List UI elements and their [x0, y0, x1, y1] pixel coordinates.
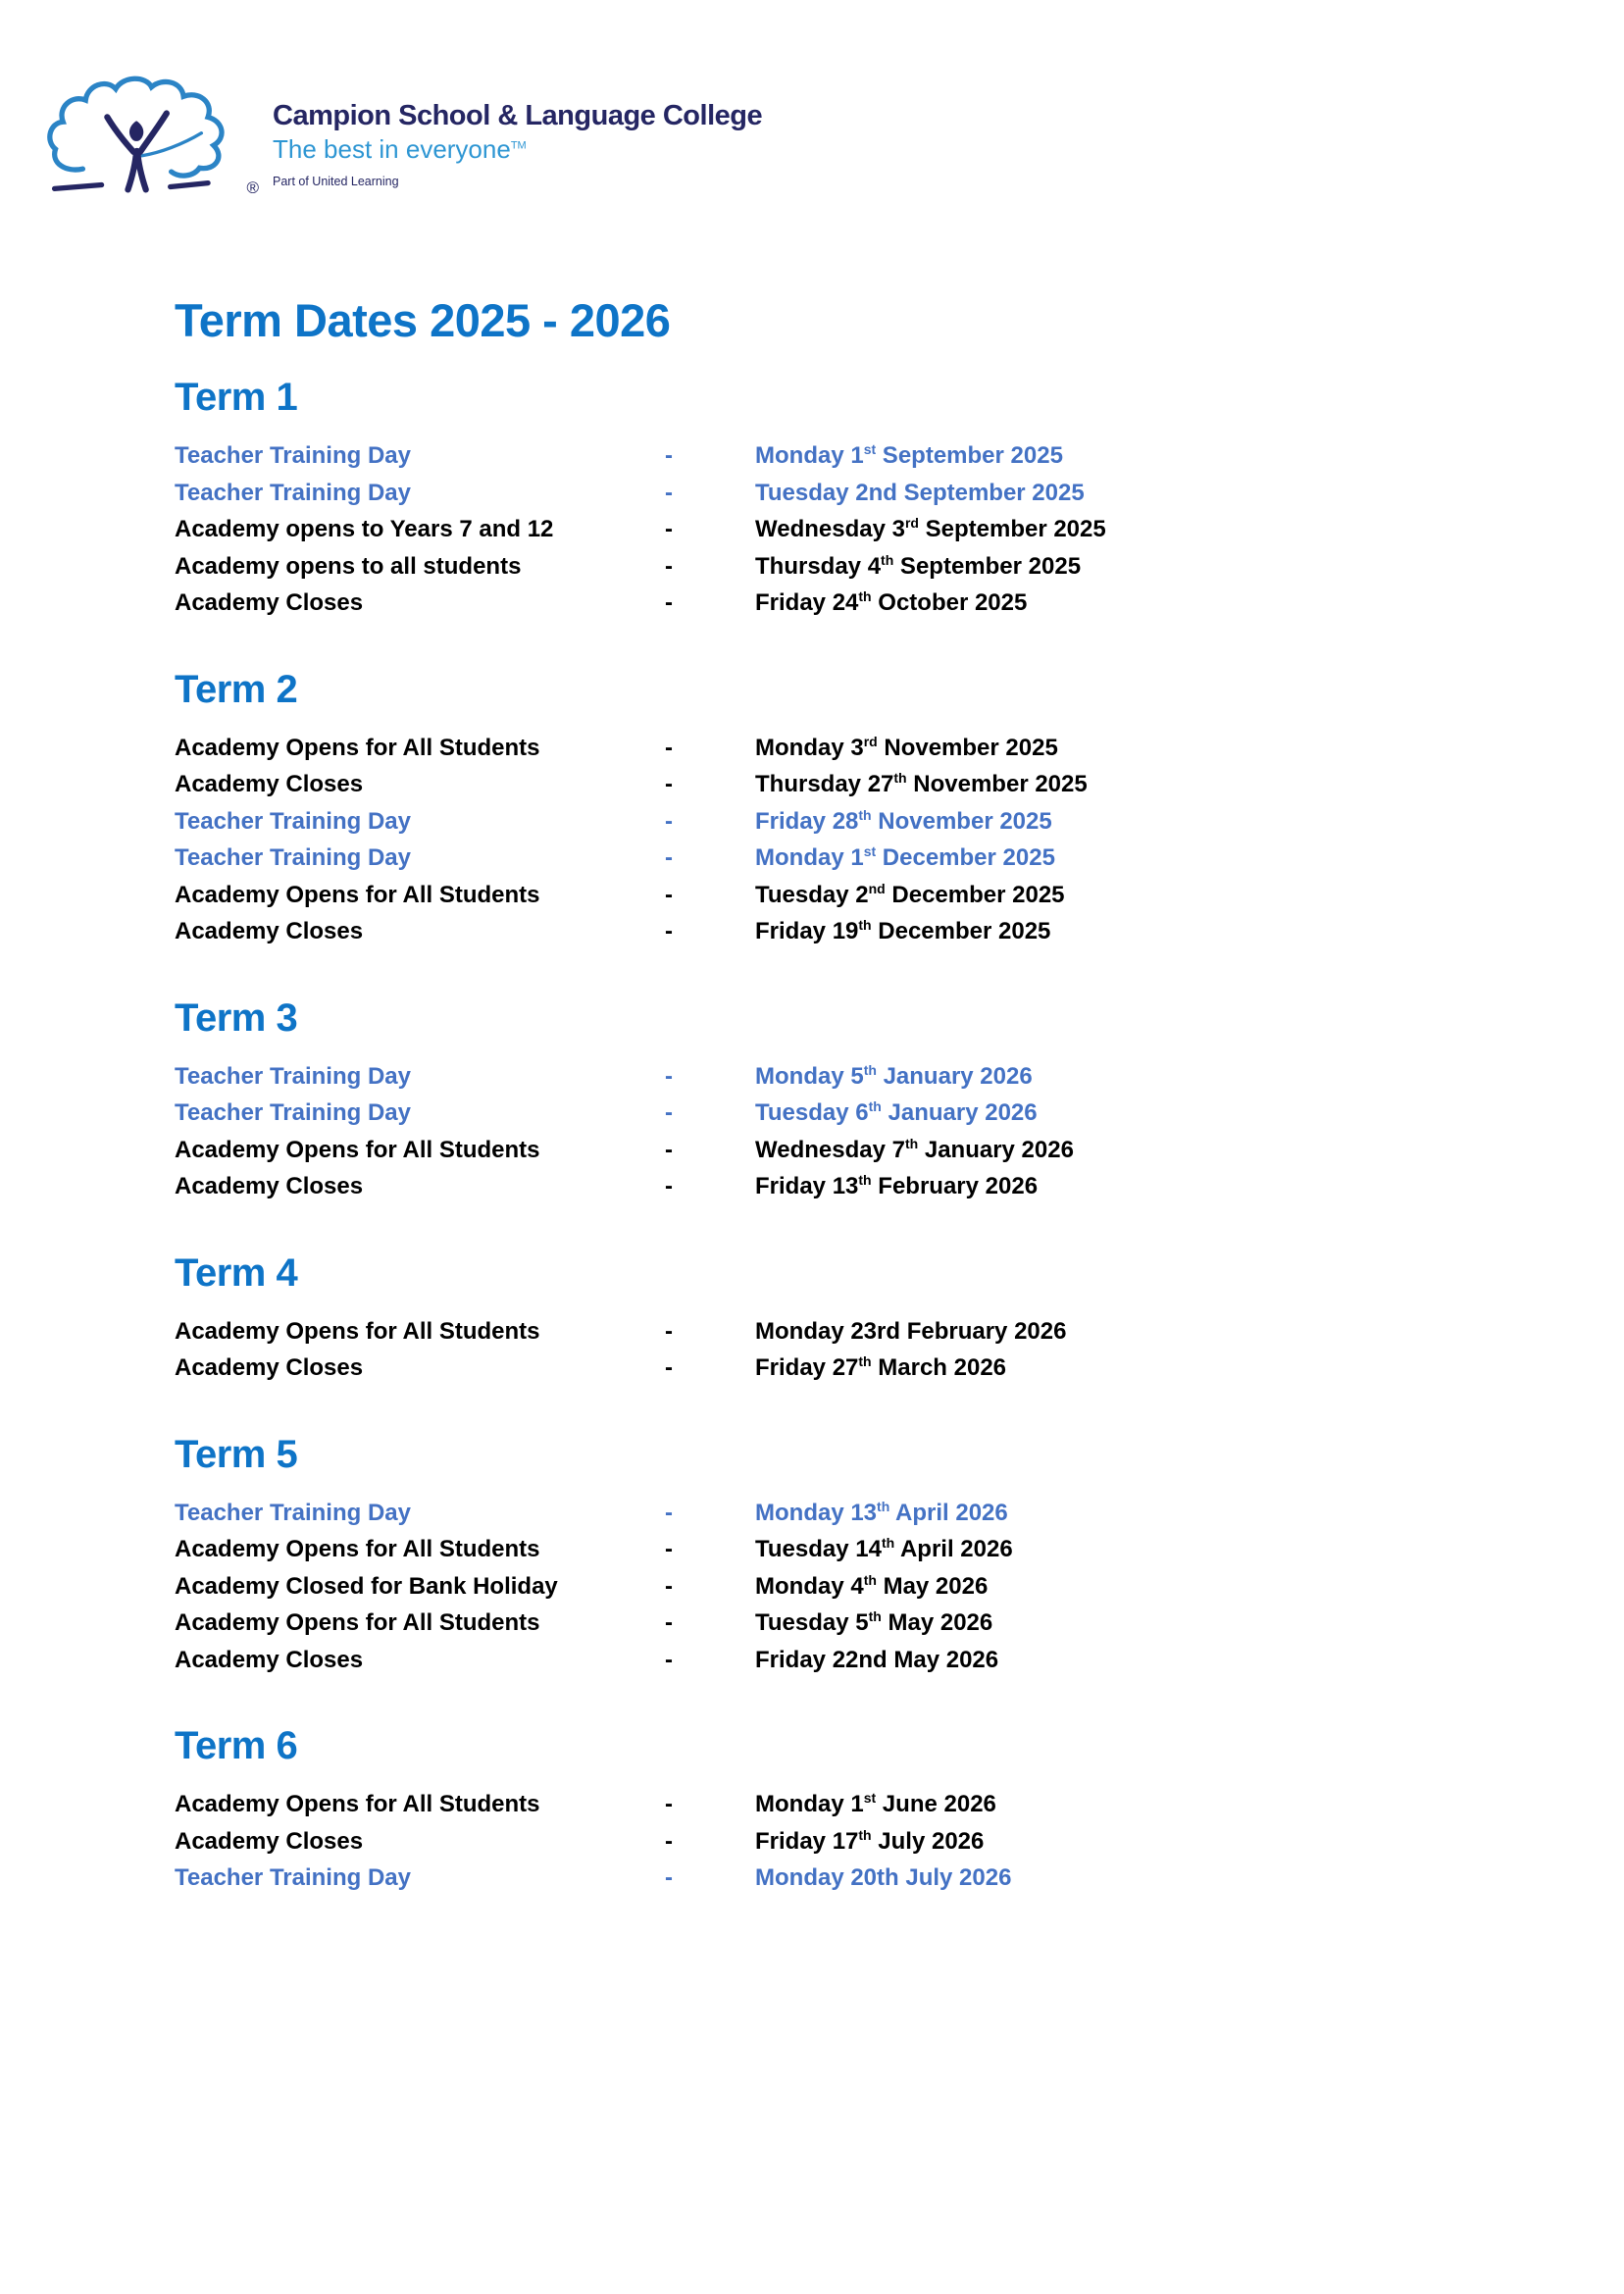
ordinal-suffix: st [863, 441, 877, 457]
row-dash: - [665, 1791, 673, 1817]
row-date: Tuesday 5th May 2026 [755, 1608, 993, 1636]
row-dash: - [665, 1609, 673, 1636]
term-row [175, 840, 1449, 877]
row-date: Thursday 27th November 2025 [755, 770, 1088, 797]
term-section [175, 375, 1449, 622]
term-row [175, 437, 1449, 475]
school-logo-tree [45, 71, 259, 206]
term-row [175, 766, 1449, 803]
row-label: Teacher Training Day [175, 1099, 411, 1126]
term-row [175, 1495, 1449, 1532]
row-date: Tuesday 2nd December 2025 [755, 880, 1065, 908]
row-label: Academy Opens for All Students [175, 1317, 540, 1345]
term-row [175, 1568, 1449, 1606]
ordinal-suffix: th [881, 1535, 895, 1551]
ordinal-suffix: th [881, 551, 894, 568]
term-row [175, 803, 1449, 841]
row-date: Monday 1st December 2025 [755, 843, 1055, 871]
row-dash: - [665, 552, 673, 580]
ordinal-suffix: th [904, 1135, 919, 1151]
row-label: Teacher Training Day [175, 442, 411, 469]
term-heading: Term 4 [175, 1250, 298, 1295]
row-date: Thursday 4th September 2025 [755, 551, 1082, 580]
row-dash: - [665, 479, 673, 506]
row-dash: - [665, 516, 673, 542]
trademark-mark: TM [510, 139, 527, 152]
row-date: Wednesday 3rd September 2025 [755, 515, 1106, 542]
term-row [175, 877, 1449, 914]
ordinal-suffix: th [858, 806, 872, 823]
row-date: Monday 1st September 2025 [755, 441, 1063, 469]
row-label: Academy Closes [175, 1354, 364, 1381]
term-rows [175, 1313, 1449, 1387]
row-dash: - [665, 918, 673, 944]
ordinal-suffix: th [863, 1061, 877, 1078]
school-logo-text [273, 71, 762, 188]
row-label: Academy Closes [175, 1827, 364, 1855]
row-dash: - [665, 771, 673, 797]
school-logo-tree-icon [45, 71, 233, 206]
school-name: Campion School & Language College [273, 100, 763, 131]
term-rows [175, 437, 1449, 622]
row-label: Teacher Training Day [175, 1499, 411, 1526]
row-dash: - [665, 1099, 673, 1126]
term-row [175, 585, 1449, 622]
ordinal-suffix: th [868, 1098, 882, 1114]
document-content [175, 294, 1449, 1897]
term-row [175, 1168, 1449, 1205]
school-logo [45, 71, 762, 206]
row-dash: - [665, 844, 673, 871]
row-dash: - [665, 1572, 673, 1600]
row-dash: - [665, 1827, 673, 1855]
term-heading: Term 5 [175, 1432, 298, 1476]
ordinal-suffix: st [863, 1790, 877, 1806]
term-section [175, 995, 1449, 1205]
row-label: Academy Closes [175, 589, 364, 616]
row-label: Academy opens to Years 7 and 12 [175, 516, 554, 542]
term-row [175, 1095, 1449, 1132]
row-label: Teacher Training Day [175, 844, 411, 871]
row-date: Friday 17th July 2026 [755, 1826, 985, 1855]
term-row [175, 1531, 1449, 1568]
row-dash: - [665, 1173, 673, 1199]
term-section [175, 1432, 1449, 1679]
ordinal-suffix: rd [863, 733, 878, 749]
row-label: Academy opens to all students [175, 552, 522, 580]
row-dash: - [665, 1536, 673, 1562]
row-dash: - [665, 1499, 673, 1526]
registered-mark: ® [246, 178, 259, 197]
ordinal-suffix: th [877, 1498, 890, 1514]
school-tagline-text: The best in everyone [273, 134, 511, 164]
term-row [175, 1860, 1449, 1897]
row-date: Friday 19th December 2025 [755, 917, 1051, 944]
ordinal-suffix: th [893, 770, 907, 786]
row-label: Academy Opens for All Students [175, 1609, 540, 1636]
row-date: Friday 22nd May 2026 [755, 1646, 999, 1673]
row-date: Monday 23rd February 2026 [755, 1317, 1067, 1345]
row-label: Teacher Training Day [175, 1062, 411, 1090]
term-row [175, 475, 1449, 512]
term-row [175, 511, 1449, 548]
school-tagline [273, 134, 762, 165]
term-row [175, 1605, 1449, 1642]
ordinal-suffix: rd [904, 515, 919, 531]
term-rows [175, 1786, 1449, 1897]
row-date: Monday 4th May 2026 [755, 1571, 989, 1600]
school-sub-brand: Part of United Learning [273, 175, 399, 188]
term-row [175, 1350, 1449, 1387]
term-heading: Term 6 [175, 1724, 298, 1767]
term-section [175, 667, 1449, 950]
term-rows [175, 1495, 1449, 1679]
row-label: Academy Opens for All Students [175, 734, 540, 761]
row-label: Academy Closes [175, 1646, 364, 1673]
ordinal-suffix: th [868, 1608, 882, 1624]
term-rows [175, 1058, 1449, 1205]
row-dash: - [665, 734, 673, 761]
term-row [175, 1642, 1449, 1679]
row-date: Wednesday 7th January 2026 [755, 1135, 1074, 1163]
term-heading: Term 2 [175, 667, 298, 711]
term-row [175, 1132, 1449, 1169]
row-date: Tuesday 6th January 2026 [755, 1098, 1038, 1126]
term-row [175, 1313, 1449, 1351]
row-label: Teacher Training Day [175, 479, 411, 506]
row-date: Friday 27th March 2026 [755, 1353, 1007, 1381]
row-label: Academy Opens for All Students [175, 1136, 540, 1163]
row-label: Academy Opens for All Students [175, 1791, 540, 1817]
ordinal-suffix: th [858, 1353, 872, 1369]
ordinal-suffix: st [863, 843, 877, 859]
row-date: Monday 20th July 2026 [755, 1864, 1012, 1891]
row-label: Teacher Training Day [175, 1864, 411, 1891]
row-date: Monday 5th January 2026 [755, 1061, 1033, 1090]
ordinal-suffix: nd [868, 880, 886, 896]
term-row [175, 913, 1449, 950]
term-row [175, 1786, 1449, 1823]
row-label: Academy Closed for Bank Holiday [175, 1572, 558, 1600]
ordinal-suffix: th [863, 1571, 877, 1588]
row-date: Monday 3rd November 2025 [755, 733, 1058, 761]
term-heading: Term 1 [175, 376, 298, 419]
page-title: Term Dates 2025 - 2026 [175, 294, 671, 346]
row-dash: - [665, 1317, 673, 1345]
term-section [175, 1723, 1449, 1897]
row-dash: - [665, 1864, 673, 1891]
row-label: Teacher Training Day [175, 807, 411, 835]
row-dash: - [665, 1062, 673, 1090]
row-label: Academy Closes [175, 771, 364, 797]
row-date: Friday 28th November 2025 [755, 806, 1052, 835]
row-date: Monday 13th April 2026 [755, 1498, 1008, 1526]
row-dash: - [665, 881, 673, 908]
row-dash: - [665, 1136, 673, 1163]
term-row [175, 1823, 1449, 1861]
term-heading: Term 3 [175, 995, 298, 1040]
row-date: Tuesday 14th April 2026 [755, 1535, 1013, 1562]
row-dash: - [665, 589, 673, 616]
term-sections [175, 375, 1449, 1897]
row-date: Tuesday 2nd September 2025 [755, 479, 1085, 506]
row-dash: - [665, 1354, 673, 1381]
row-date: Monday 1st June 2026 [755, 1790, 996, 1817]
row-label: Academy Opens for All Students [175, 1536, 540, 1562]
row-date: Friday 13th February 2026 [755, 1172, 1039, 1199]
ordinal-suffix: th [858, 1826, 872, 1843]
term-row [175, 548, 1449, 586]
row-label: Academy Closes [175, 918, 364, 944]
row-label: Academy Closes [175, 1173, 364, 1199]
ordinal-suffix: th [858, 917, 872, 933]
term-rows [175, 730, 1449, 950]
ordinal-suffix: th [858, 1172, 872, 1188]
row-dash: - [665, 807, 673, 835]
term-section [175, 1250, 1449, 1387]
ordinal-suffix: th [858, 588, 872, 604]
row-date: Friday 24th October 2025 [755, 588, 1028, 616]
row-dash: - [665, 1646, 673, 1673]
term-row [175, 1058, 1449, 1096]
term-row [175, 730, 1449, 767]
row-label: Academy Opens for All Students [175, 881, 540, 908]
row-dash: - [665, 442, 673, 469]
